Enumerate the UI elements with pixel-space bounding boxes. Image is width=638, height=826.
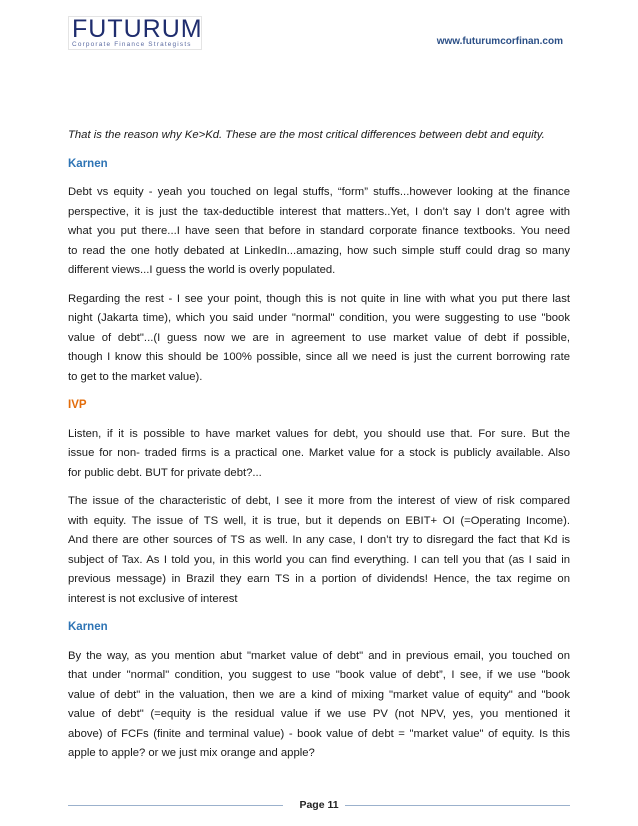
text-line: Listen, if it is possible to have market values for debt, you should use that. For sure. But the	[68, 427, 570, 440]
speaker-name: Karnen	[68, 157, 108, 170]
text-line: with equity. The issue of TS well, it is true, but it depends on EBIT+ OI (=Operating Income).	[68, 514, 570, 527]
text-line: perspective, it is just the tax-deductible interest that matters..Yet, I don’t say I don’t agree with	[68, 205, 570, 218]
paragraph	[68, 647, 570, 764]
text-line: though I know this should be 100% possible, since all we need is just the current borrowing rate	[68, 351, 570, 363]
speaker-name: Karnen	[68, 621, 108, 633]
text-line: different views...I guess the world is overly populated.	[68, 264, 336, 276]
text-line: that under "normal" condition, you suggest to use "book value of debt”, I see, if we use "book	[68, 669, 570, 681]
page-number: Page 11	[299, 799, 339, 811]
speaker-name: IVP	[68, 399, 87, 411]
text-line: what you put there...I have seen that before in standard corporate finance textbooks. You need	[68, 225, 570, 237]
text-line: interest is not exclusive of interest	[68, 592, 238, 605]
text-line: night (Jakarta time), which you said under "normal" condition, you were suggesting to use "book	[68, 312, 570, 324]
paragraph	[68, 425, 570, 484]
text-line: previous message) in Brazil they earn TS in a portion of dividends! Hence, the tax regime on	[68, 573, 570, 585]
text-line: Regarding the rest - I see your point, though this is not quite in line with what you put there last	[68, 292, 570, 305]
text-line: for public debt. BUT for private debt?...	[68, 466, 262, 479]
text-line: apple to apple? or we just mix orange and apple?	[68, 747, 315, 759]
text-line: above) of FCFs (finite and terminal value) - book value of debt = "market value" of equity. Is this	[68, 727, 570, 740]
text-line: to read the one hotly debated at LinkedIn...amazing, how such simple stuff could drag so many	[68, 244, 570, 257]
text-line: Debt vs equity - yeah you touched on legal stuffs, “form” stuffs...however looking at the finance	[68, 186, 570, 198]
text-line: The issue of the characteristic of debt, I see it more from the interest of view of risk compared	[68, 495, 570, 507]
paragraph	[68, 183, 570, 281]
futurum-logo	[68, 16, 202, 50]
text-line: issue for non- traded firms is a practical one. Market value for a stock is publicly available. Also	[68, 447, 570, 459]
logo-main-text: FUTURUM	[72, 15, 203, 43]
text-line: subject of Tax. As I told you, in this world you can find everything. I can tell you that (as I said in	[68, 553, 570, 566]
paragraph	[68, 290, 570, 388]
text-line: That is the reason why Ke>Kd. These are the most critical differences between debt and equity.	[68, 129, 545, 141]
text-line: value of debt" in the valuation, then we are a kind of mixing "market value of equity" and "book	[68, 688, 570, 701]
paragraph	[68, 126, 570, 146]
paragraph	[68, 492, 570, 609]
text-line: value of debt"...(I guess now we are in agreement to use market value of debt if possible,	[68, 331, 570, 344]
text-line: to get to the market value).	[68, 370, 203, 383]
document-body	[68, 126, 570, 773]
text-line: value of debt" (=equity is the residual value if we use PV (not NPV, yes, you mentioned it	[68, 708, 570, 720]
website-url[interactable]: www.futurumcorfinan.com	[436, 36, 563, 47]
text-line: By the way, as you mention abut "market value of debt" and in previous email, you touched on	[68, 649, 570, 662]
page-footer	[68, 798, 570, 812]
text-line: And there are other sources of TS as well. In any case, I don’t try to disregard the fact that Kd is	[68, 534, 570, 546]
logo-tagline: Corporate Finance Strategists	[72, 41, 192, 48]
